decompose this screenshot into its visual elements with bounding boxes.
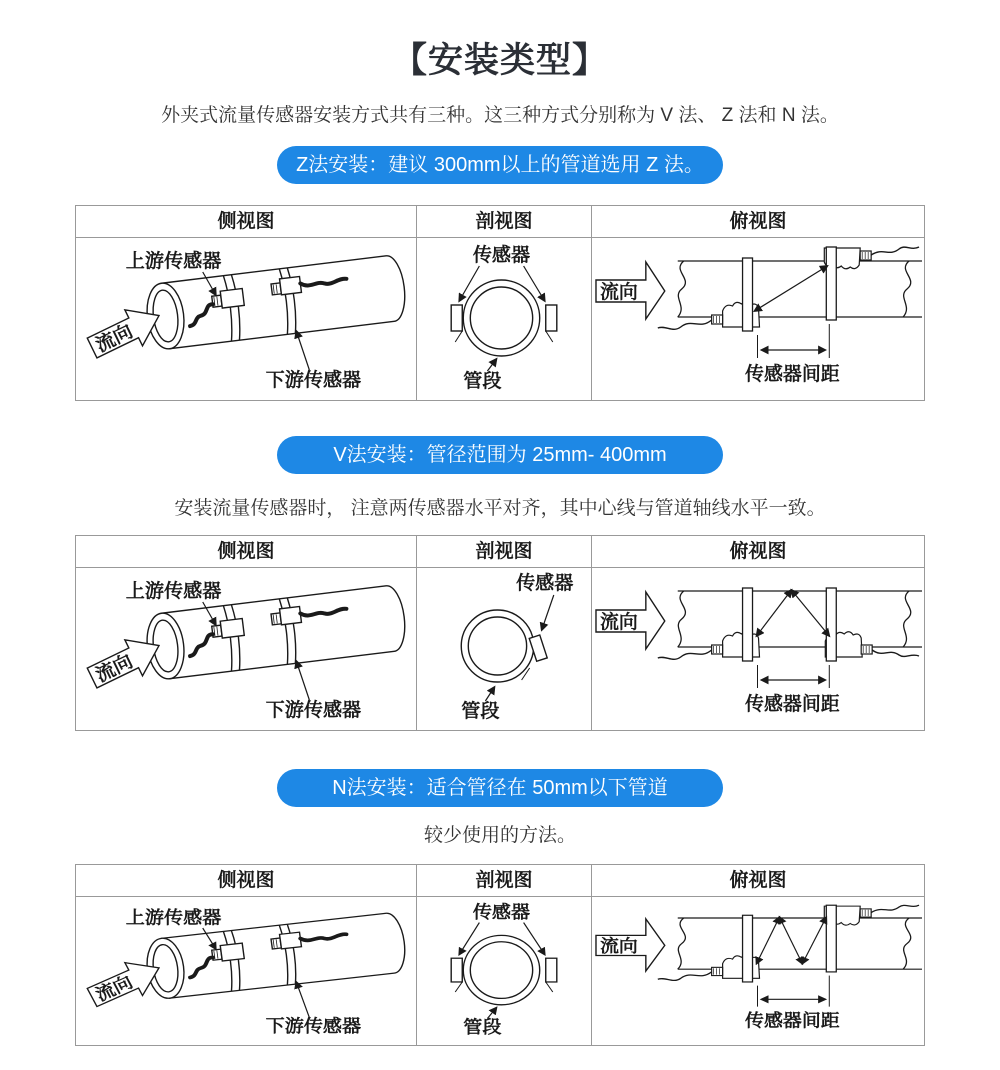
pipe-segment-label: 管段 [463,1016,502,1037]
right-sensor-block [546,958,557,982]
pipe-top-view-illustration [592,897,924,1045]
z-method-banner: Z法安装：建议 300mm以上的管道选用 Z 法。 [277,146,723,184]
column-header-side-view: 侧视图 [76,865,416,897]
pipe-side-view-illustration [76,238,416,400]
pipe-section-illustration [417,568,591,730]
right-clamp-band [826,905,836,972]
n-section-view-diagram [416,897,591,1045]
ultrasonic-beam-path [755,266,828,311]
z-method-table [75,205,925,401]
downstream-sensor-body [280,606,302,624]
v-table-body-row [76,568,924,730]
left-sensor-block [451,958,462,982]
flow-label: 流向 [91,971,136,1005]
right-sensor-block [546,305,557,331]
sensor-leader [542,595,554,630]
z-top-view-diagram [591,238,924,400]
upstream-sensor-body [220,619,244,639]
pipe-side-view-illustration [76,897,416,1045]
pipe-ring [451,280,557,356]
sensor-spacing-label: 传感器间距 [745,1011,840,1031]
ultrasonic-beam-down [791,590,829,636]
n-top-view-diagram [591,897,924,1045]
v-method-banner: V法安装：管径范围为 25mm- 400mm [277,436,723,474]
n-method-note: 较少使用的方法。 [423,825,576,846]
right-clamp-band [826,247,836,320]
pipe-segment-leader [485,687,494,701]
ultrasonic-beam-up [757,590,792,636]
downstream-leader-arrow [296,331,309,370]
v-method-table [75,535,925,731]
downstream-leader-arrow [296,661,309,700]
upper-sensor-assembly [824,905,919,925]
pipe-side-view-illustration [76,568,416,730]
n-method-banner: N法安装：适合管径在 50mm以下管道 [277,769,723,807]
pipe-top-view-illustration [592,238,924,400]
downstream-sensor-body [280,276,302,294]
sensor-label: 传感器 [472,901,531,922]
left-clamp-band [743,588,753,661]
flow-label: 流向 [599,611,638,634]
upper-sensor-assembly [824,247,919,269]
ultrasonic-beam-3 [802,917,826,964]
ultrasonic-beam-2 [779,917,802,964]
column-header-top-view: 俯视图 [591,536,924,568]
page-title: 【安装类型】 [391,41,608,80]
upstream-sensor-label: 上游传感器 [125,907,222,928]
pipe-segment-label: 管段 [461,701,500,722]
pipe-segment-label: 管段 [463,371,502,392]
column-header-top-view: 俯视图 [591,865,924,897]
downstream-sensor-label: 下游传感器 [265,700,362,721]
z-table-body-row [76,238,924,400]
column-header-section-view: 剖视图 [416,865,591,897]
n-method-table [75,864,925,1046]
pipe-ring [451,935,557,1004]
sensor-spacing-label: 传感器间距 [745,363,840,386]
left-clamp-band [743,258,753,331]
sensor-spacing-label: 传感器间距 [745,693,840,716]
column-header-side-view: 侧视图 [76,206,416,238]
downstream-sensor-label: 下游传感器 [265,1016,362,1037]
z-side-view-diagram [76,238,416,400]
pipe-section-illustration [417,238,591,400]
ultrasonic-beam-1 [757,917,780,964]
flow-label: 流向 [599,281,638,304]
n-table-body-row [76,897,924,1045]
right-clamp-band [826,588,836,661]
pipe-top-view-illustration [592,568,924,730]
z-table-header-row [76,206,924,238]
column-header-section-view: 剖视图 [416,206,591,238]
z-section-view-diagram [416,238,591,400]
pipe-segment-leader [487,359,496,371]
left-sensor-block [451,305,462,331]
column-header-side-view: 侧视图 [76,536,416,568]
intro-text: 外夹式流量传感器安装方式共有三种。这三种方式分别称为 V 法、 Z 法和 N 法。 [161,105,839,126]
flow-label: 流向 [92,321,137,357]
n-side-view-diagram [76,897,416,1045]
flow-label: 流向 [92,651,137,687]
downstream-sensor-label: 下游传感器 [265,370,362,391]
pipe-section-illustration [417,897,591,1045]
sensor-label: 传感器 [472,245,531,266]
upstream-sensor-body [220,943,244,961]
pipe-walls [678,261,922,317]
n-table-header-row [76,865,924,897]
upstream-sensor-body [220,289,244,309]
v-method-note: 安装流量传感器时， 注意两传感器水平对齐，其中心线与管道轴线水平一致。 [174,498,826,519]
left-clamp-band [743,915,753,982]
column-header-section-view: 剖视图 [416,536,591,568]
v-section-view-diagram [416,568,591,730]
v-table-header-row [76,536,924,568]
column-header-top-view: 俯视图 [591,206,924,238]
v-side-view-diagram [76,568,416,730]
pipe-ring [461,610,547,682]
upstream-sensor-label: 上游传感器 [125,251,222,272]
sensor-label: 传感器 [516,573,574,594]
downstream-sensor-body [280,932,302,949]
v-top-view-diagram [591,568,924,730]
flow-label: 流向 [599,936,638,956]
upstream-sensor-label: 上游传感器 [125,581,222,602]
pipe-walls [678,918,922,969]
downstream-leader-arrow [296,982,309,1018]
